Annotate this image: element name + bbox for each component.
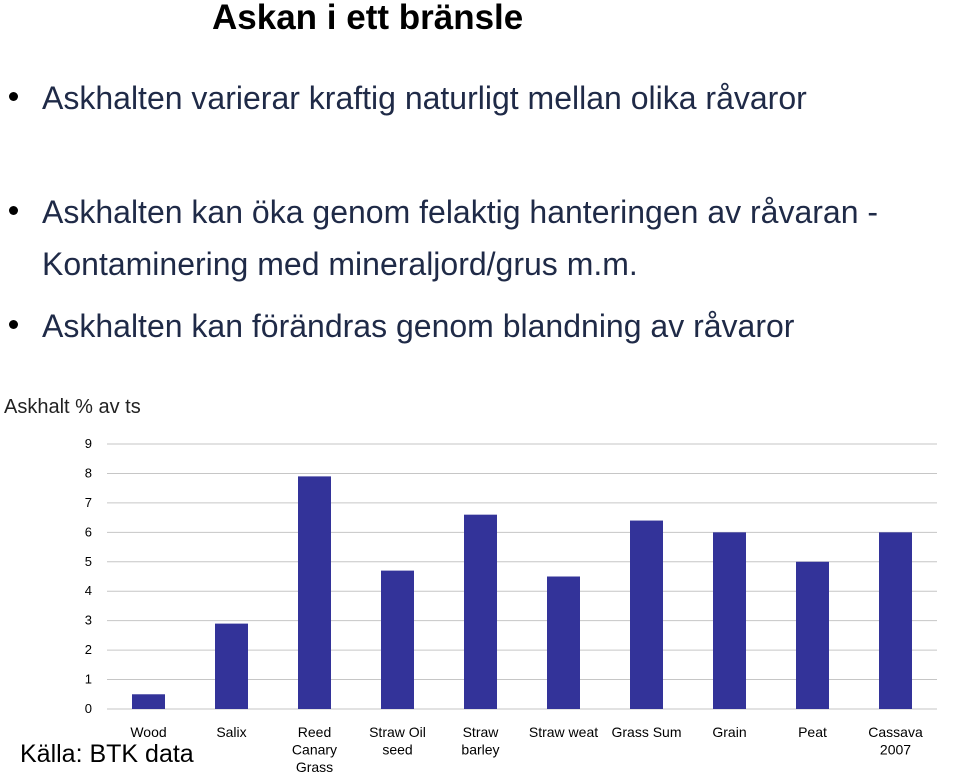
bar [464,515,497,709]
bar [298,476,331,709]
y-tick-label: 0 [84,701,92,716]
y-tick-label: 5 [84,553,92,569]
x-tick-label: Salix [216,724,247,740]
x-tick-label: Reed [297,724,332,740]
x-tick-label: Straw Oil [369,724,426,740]
slide-title: Askan i ett bränsle [212,0,524,37]
x-tick-label: Wood [130,724,167,740]
bar [381,571,414,709]
x-tick-label: Peat [798,724,827,740]
y-tick-label: 3 [84,612,92,628]
x-tick-label: Grass Sum [611,724,682,740]
x-tick-label: Grain [712,724,747,740]
y-tick-label: 1 [84,671,92,687]
x-tick-label: Cassava [868,724,923,740]
bar [713,532,746,709]
x-tick-label: 2007 [879,741,912,758]
x-tick-label: seed [382,741,413,758]
x-tick-label: Canary [291,741,338,758]
y-axis-label: Askhalt % av ts [4,396,141,418]
bar [215,624,248,709]
bar [547,577,580,710]
bullet-text-3: Askhalten kan förändras genom blandning av råvaror [42,308,795,344]
y-tick-label: 7 [84,494,92,510]
y-tick-label: 4 [84,583,92,599]
bullet-text-2: Askhalten kan öka genom felaktig hanteringen av råvaran - Kontaminering med mineraljord/grus m.m. [42,194,879,282]
y-tick-label: 9 [84,436,92,451]
bar [796,562,829,709]
bar [879,532,912,709]
bullet-text-1: Askhalten varierar kraftig naturligt mellan olika råvaror [42,80,807,116]
x-tick-label: barley [461,741,500,758]
x-tick-label: Grass [295,759,334,774]
x-tick-label: Straw weat [528,724,599,740]
y-tick-label: 2 [84,642,92,658]
bar [132,694,165,709]
x-tick-label: Straw [462,724,499,740]
source-note: Källa: BTK data [20,740,194,768]
y-tick-label: 8 [84,465,92,481]
bar [630,521,663,709]
y-tick-label: 6 [84,524,92,540]
